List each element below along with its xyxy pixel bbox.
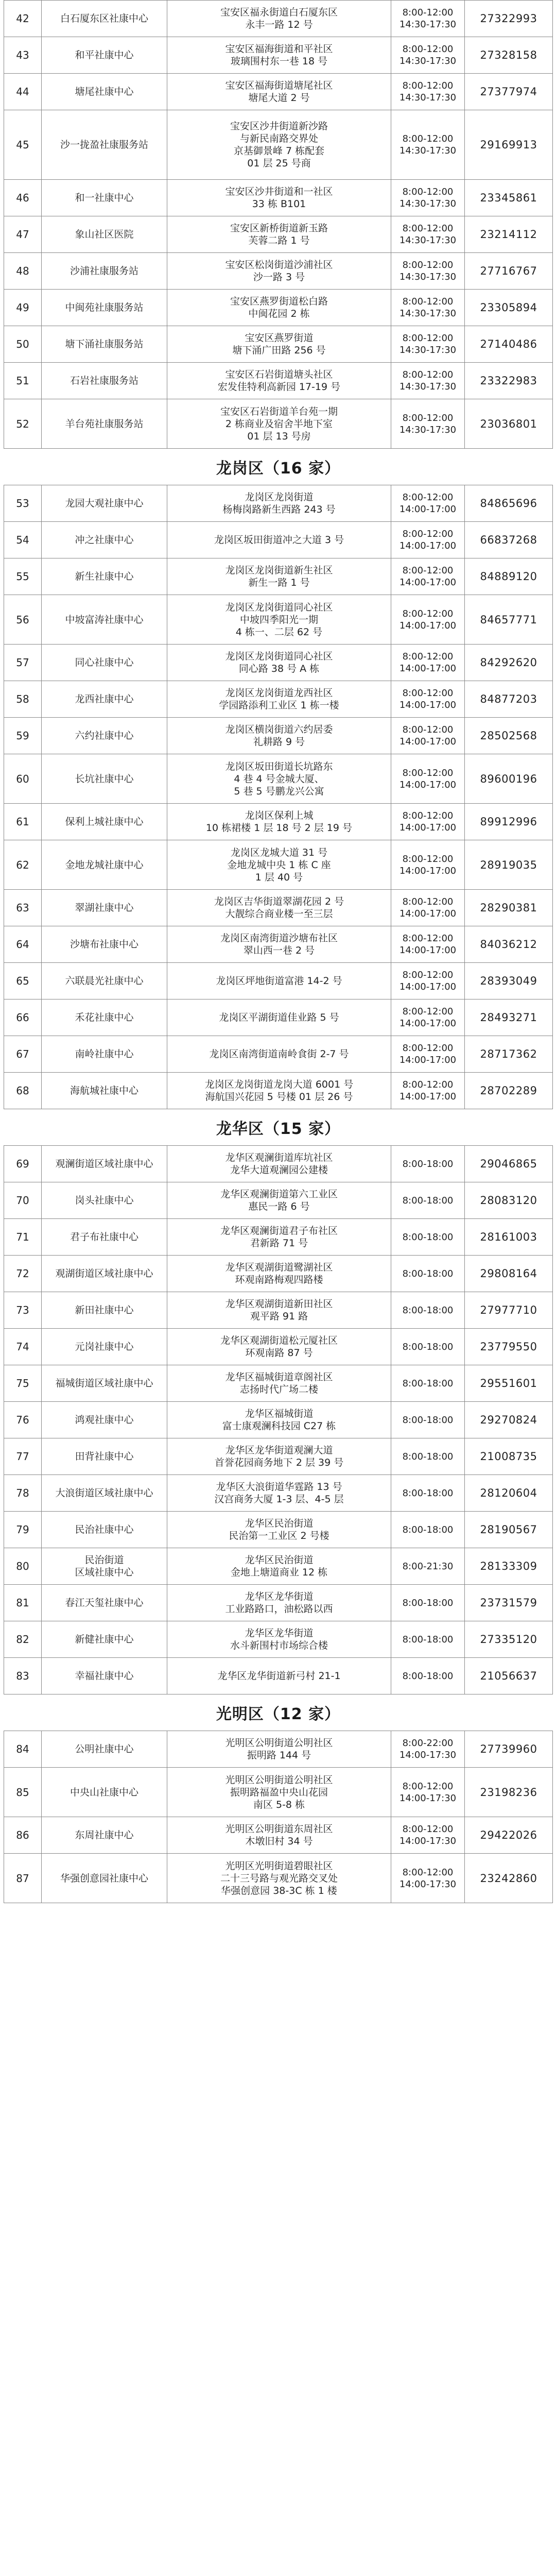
clinic-phone: 29808164 bbox=[465, 1256, 553, 1292]
clinic-row bbox=[4, 1402, 553, 1438]
clinic-phone: 23731579 bbox=[465, 1585, 553, 1621]
clinic-name: 塘下涌社康服务站 bbox=[42, 326, 167, 363]
clinic-hours: 8:00-12:00 14:00-17:30 bbox=[391, 1768, 465, 1817]
clinic-row bbox=[4, 253, 553, 290]
clinic-address: 龙华区观澜街道第六工业区 惠民一路 6 号 bbox=[167, 1182, 391, 1219]
clinic-address: 龙岗区南湾街道南岭食街 2-7 号 bbox=[167, 1036, 391, 1073]
clinic-name: 华强创意园社康中心 bbox=[42, 1854, 167, 1903]
clinic-phone: 29169913 bbox=[465, 110, 553, 180]
clinic-name: 鸿观社康中心 bbox=[42, 1402, 167, 1438]
clinic-phone: 84657771 bbox=[465, 595, 553, 645]
clinic-name: 元岗社康中心 bbox=[42, 1329, 167, 1365]
clinic-address: 龙华区福城街道 富士康观澜科技园 C27 栋 bbox=[167, 1402, 391, 1438]
district-header-row bbox=[4, 1113, 553, 1146]
clinic-row bbox=[4, 180, 553, 216]
clinic-address: 宝安区福海街道塘尾社区 塘尾大道 2 号 bbox=[167, 74, 391, 110]
clinic-address: 龙华区观湖街道新田社区 观平路 91 路 bbox=[167, 1292, 391, 1329]
clinic-phone: 84292620 bbox=[465, 645, 553, 681]
clinic-address: 宝安区燕罗街道松白路 中闽花园 2 栋 bbox=[167, 290, 391, 326]
row-number: 61 bbox=[4, 804, 42, 840]
clinic-hours: 8:00-12:00 14:30-17:30 bbox=[391, 1, 465, 37]
clinic-phone: 28083120 bbox=[465, 1182, 553, 1219]
clinic-address: 龙岗区横岗街道六约居委 礼耕路 9 号 bbox=[167, 718, 391, 754]
clinic-hours: 8:00-18:00 bbox=[391, 1182, 465, 1219]
clinic-name: 白石厦东区社康中心 bbox=[42, 1, 167, 37]
clinic-name: 君子布社康中心 bbox=[42, 1219, 167, 1256]
row-number: 67 bbox=[4, 1036, 42, 1073]
clinic-name: 石岩社康服务站 bbox=[42, 363, 167, 399]
row-number: 58 bbox=[4, 681, 42, 718]
clinic-phone: 66837268 bbox=[465, 522, 553, 558]
clinic-row bbox=[4, 1256, 553, 1292]
clinic-phone: 27328158 bbox=[465, 37, 553, 74]
row-number: 83 bbox=[4, 1658, 42, 1694]
clinic-name: 海航城社康中心 bbox=[42, 1073, 167, 1109]
clinic-hours: 8:00-12:00 14:00-17:00 bbox=[391, 963, 465, 999]
row-number: 80 bbox=[4, 1548, 42, 1585]
clinic-row bbox=[4, 1475, 553, 1512]
row-number: 51 bbox=[4, 363, 42, 399]
clinic-row bbox=[4, 963, 553, 999]
clinic-hours: 8:00-12:00 14:30-17:30 bbox=[391, 399, 465, 449]
clinic-address: 龙华区龙华街道 工业路路口，油松路以西 bbox=[167, 1585, 391, 1621]
clinic-address: 龙华区观湖街道松元厦社区 环观南路 87 号 bbox=[167, 1329, 391, 1365]
clinic-address: 宝安区沙井街道和一社区 33 栋 B101 bbox=[167, 180, 391, 216]
clinic-name: 南岭社康中心 bbox=[42, 1036, 167, 1073]
row-number: 53 bbox=[4, 485, 42, 522]
clinic-row bbox=[4, 1, 553, 37]
clinic-hours: 8:00-12:00 14:30-17:30 bbox=[391, 180, 465, 216]
clinic-phone: 28190567 bbox=[465, 1512, 553, 1548]
section-gap bbox=[4, 1109, 553, 1114]
clinic-row bbox=[4, 290, 553, 326]
clinic-hours: 8:00-12:00 14:30-17:30 bbox=[391, 110, 465, 180]
clinic-phone: 84865696 bbox=[465, 485, 553, 522]
row-number: 86 bbox=[4, 1817, 42, 1854]
clinic-row bbox=[4, 216, 553, 253]
clinic-address: 宝安区福海街道和平社区 玻璃围村东一巷 18 号 bbox=[167, 37, 391, 74]
clinic-phone: 28120604 bbox=[465, 1475, 553, 1512]
clinic-hours: 8:00-12:00 14:30-17:30 bbox=[391, 290, 465, 326]
clinic-phone: 23322983 bbox=[465, 363, 553, 399]
clinic-row bbox=[4, 399, 553, 449]
clinic-row bbox=[4, 1292, 553, 1329]
clinic-name: 象山社区医院 bbox=[42, 216, 167, 253]
clinic-phone: 28493271 bbox=[465, 999, 553, 1036]
clinic-phone: 27140486 bbox=[465, 326, 553, 363]
clinic-phone: 28161003 bbox=[465, 1219, 553, 1256]
clinic-row bbox=[4, 37, 553, 74]
clinic-phone: 89912996 bbox=[465, 804, 553, 840]
clinic-phone: 28702289 bbox=[465, 1073, 553, 1109]
row-number: 43 bbox=[4, 37, 42, 74]
clinic-name: 春江天玺社康中心 bbox=[42, 1585, 167, 1621]
clinic-hours: 8:00-12:00 14:30-17:30 bbox=[391, 253, 465, 290]
clinic-address: 龙岗区龙岗街道龙西社区 学园路添利工业区 1 栋一楼 bbox=[167, 681, 391, 718]
clinic-row bbox=[4, 1073, 553, 1109]
clinic-phone: 28919035 bbox=[465, 840, 553, 890]
clinic-row bbox=[4, 804, 553, 840]
clinic-name: 塘尾社康中心 bbox=[42, 74, 167, 110]
clinic-address: 龙岗区坪地街道富港 14-2 号 bbox=[167, 963, 391, 999]
clinic-phone: 27739960 bbox=[465, 1731, 553, 1768]
section-gap bbox=[4, 1694, 553, 1699]
clinic-address: 龙岗区龙岗街道 杨梅岗路新生西路 243 号 bbox=[167, 485, 391, 522]
clinic-name: 田背社康中心 bbox=[42, 1438, 167, 1475]
clinic-address: 宝安区石岩街道塘头社区 宏发佳特利高新园 17-19 号 bbox=[167, 363, 391, 399]
clinic-hours: 8:00-18:00 bbox=[391, 1219, 465, 1256]
clinic-address: 龙岗区坂田街道长坑路东 4 巷 4 号金城大厦、 5 巷 5 号鹏龙兴公寓 bbox=[167, 754, 391, 804]
clinic-hours: 8:00-18:00 bbox=[391, 1585, 465, 1621]
clinic-row bbox=[4, 754, 553, 804]
clinic-address: 光明区公明街道公明社区 振明路福盈中央山花园 南区 5-8 栋 bbox=[167, 1768, 391, 1817]
clinic-name: 保利上城社康中心 bbox=[42, 804, 167, 840]
row-number: 59 bbox=[4, 718, 42, 754]
clinic-hours: 8:00-12:00 14:00-17:00 bbox=[391, 485, 465, 522]
clinic-row bbox=[4, 645, 553, 681]
clinic-row bbox=[4, 326, 553, 363]
clinic-hours: 8:00-12:00 14:00-17:00 bbox=[391, 999, 465, 1036]
clinic-phone: 23305894 bbox=[465, 290, 553, 326]
clinic-address: 宝安区燕罗街道 塘下涌广田路 256 号 bbox=[167, 326, 391, 363]
clinic-address: 宝安区松岗街道沙浦社区 沙一路 3 号 bbox=[167, 253, 391, 290]
clinic-phone: 84889120 bbox=[465, 558, 553, 595]
row-number: 74 bbox=[4, 1329, 42, 1365]
clinic-hours: 8:00-12:00 14:00-17:00 bbox=[391, 1073, 465, 1109]
clinic-address: 龙华区观澜街道库坑社区 龙华大道观澜园公建楼 bbox=[167, 1146, 391, 1182]
row-number: 85 bbox=[4, 1768, 42, 1817]
clinic-address: 龙岗区龙岗街道龙岗大道 6001 号 海航国兴花园 5 号楼 01 层 26 号 bbox=[167, 1073, 391, 1109]
clinic-phone: 23345861 bbox=[465, 180, 553, 216]
clinic-hours: 8:00-21:30 bbox=[391, 1548, 465, 1585]
row-number: 55 bbox=[4, 558, 42, 595]
clinic-hours: 8:00-12:00 14:00-17:00 bbox=[391, 804, 465, 840]
clinic-phone: 23036801 bbox=[465, 399, 553, 449]
clinic-row bbox=[4, 1548, 553, 1585]
clinic-address: 龙华区观澜街道君子布社区 君新路 71 号 bbox=[167, 1219, 391, 1256]
clinic-address: 龙华区龙华街道观澜大道 首誉花园商务地下 2 层 39 号 bbox=[167, 1438, 391, 1475]
clinic-phone: 27977710 bbox=[465, 1292, 553, 1329]
clinic-name: 福城街道区域社康中心 bbox=[42, 1365, 167, 1402]
district-title: 光明区（12 家） bbox=[216, 1705, 341, 1723]
clinic-address: 龙华区民治街道 金地上塘道商业 12 栋 bbox=[167, 1548, 391, 1585]
clinic-name: 观湖街道区域社康中心 bbox=[42, 1256, 167, 1292]
row-number: 62 bbox=[4, 840, 42, 890]
clinic-address: 龙岗区龙岗街道同心社区 同心路 38 号 A 栋 bbox=[167, 645, 391, 681]
clinic-name: 沙一拢盈社康服务站 bbox=[42, 110, 167, 180]
row-number: 75 bbox=[4, 1365, 42, 1402]
clinic-address: 龙华区龙华街道新弓村 21-1 bbox=[167, 1658, 391, 1694]
clinic-hours: 8:00-18:00 bbox=[391, 1512, 465, 1548]
row-number: 60 bbox=[4, 754, 42, 804]
clinic-name: 长坑社康中心 bbox=[42, 754, 167, 804]
clinic-row bbox=[4, 1512, 553, 1548]
clinic-name: 六联晨光社康中心 bbox=[42, 963, 167, 999]
clinic-row bbox=[4, 926, 553, 963]
clinic-row bbox=[4, 558, 553, 595]
clinic-hours: 8:00-12:00 14:30-17:30 bbox=[391, 326, 465, 363]
clinic-phone: 28717362 bbox=[465, 1036, 553, 1073]
clinic-row bbox=[4, 363, 553, 399]
clinic-address: 龙岗区平湖街道佳业路 5 号 bbox=[167, 999, 391, 1036]
row-number: 72 bbox=[4, 1256, 42, 1292]
row-number: 68 bbox=[4, 1073, 42, 1109]
clinic-hours: 8:00-12:00 14:00-17:00 bbox=[391, 1036, 465, 1073]
clinic-name: 龙园大观社康中心 bbox=[42, 485, 167, 522]
clinic-row bbox=[4, 1585, 553, 1621]
clinic-name: 冲之社康中心 bbox=[42, 522, 167, 558]
clinic-directory bbox=[4, 0, 552, 1903]
clinic-address: 龙华区观湖街道鹭湖社区 环观南路梅观四路楼 bbox=[167, 1256, 391, 1292]
clinic-name: 民治社康中心 bbox=[42, 1512, 167, 1548]
clinic-address: 龙华区大浪街道华霆路 13 号 汉宫商务大厦 1-3 层、4-5 层 bbox=[167, 1475, 391, 1512]
clinic-name: 沙浦社康服务站 bbox=[42, 253, 167, 290]
clinic-row bbox=[4, 1438, 553, 1475]
clinic-row bbox=[4, 1182, 553, 1219]
clinic-address: 光明区公明街道东周社区 木墩旧村 34 号 bbox=[167, 1817, 391, 1854]
clinic-name: 新健社康中心 bbox=[42, 1621, 167, 1658]
clinic-hours: 8:00-12:00 14:00-17:30 bbox=[391, 1817, 465, 1854]
clinic-phone: 23242860 bbox=[465, 1854, 553, 1903]
clinic-phone: 89600196 bbox=[465, 754, 553, 804]
clinic-row bbox=[4, 110, 553, 180]
clinic-address: 龙华区民治街道 民治第一工业区 2 号楼 bbox=[167, 1512, 391, 1548]
clinic-name: 大浪街道区域社康中心 bbox=[42, 1475, 167, 1512]
clinic-hours: 8:00-12:00 14:30-17:30 bbox=[391, 216, 465, 253]
clinic-hours: 8:00-18:00 bbox=[391, 1292, 465, 1329]
clinic-address: 光明区光明街道碧眼社区 二十三号路与观光路交叉处 华强创意园 38-3C 栋 1 楼 bbox=[167, 1854, 391, 1903]
clinic-address: 宝安区沙井街道新沙路 与新民南路交界处 京基御景峰 7 栋配套 01 层 25 号商 bbox=[167, 110, 391, 180]
clinic-name: 和平社康中心 bbox=[42, 37, 167, 74]
row-number: 46 bbox=[4, 180, 42, 216]
row-number: 56 bbox=[4, 595, 42, 645]
clinic-row bbox=[4, 522, 553, 558]
clinic-phone: 23198236 bbox=[465, 1768, 553, 1817]
clinic-phone: 28393049 bbox=[465, 963, 553, 999]
clinic-address: 光明区公明街道公明社区 振明路 144 号 bbox=[167, 1731, 391, 1768]
row-number: 48 bbox=[4, 253, 42, 290]
row-number: 69 bbox=[4, 1146, 42, 1182]
row-number: 81 bbox=[4, 1585, 42, 1621]
clinic-row bbox=[4, 1365, 553, 1402]
clinic-hours: 8:00-12:00 14:00-17:00 bbox=[391, 595, 465, 645]
clinic-phone: 21008735 bbox=[465, 1438, 553, 1475]
clinic-name: 和一社康中心 bbox=[42, 180, 167, 216]
clinic-hours: 8:00-12:00 14:00-17:00 bbox=[391, 926, 465, 963]
clinic-phone: 27716767 bbox=[465, 253, 553, 290]
clinic-row bbox=[4, 890, 553, 926]
clinic-address: 龙岗区南湾街道沙塘布社区 翠山西一巷 2 号 bbox=[167, 926, 391, 963]
district-header-row bbox=[4, 1699, 553, 1731]
clinic-phone: 23779550 bbox=[465, 1329, 553, 1365]
row-number: 49 bbox=[4, 290, 42, 326]
clinic-address: 龙华区龙华街道 水斗新围村市场综合楼 bbox=[167, 1621, 391, 1658]
clinic-row bbox=[4, 999, 553, 1036]
row-number: 64 bbox=[4, 926, 42, 963]
clinic-address: 宝安区新桥街道新玉路 芙蓉二路 1 号 bbox=[167, 216, 391, 253]
clinic-name: 翠湖社康中心 bbox=[42, 890, 167, 926]
row-number: 54 bbox=[4, 522, 42, 558]
clinic-hours: 8:00-12:00 14:00-17:00 bbox=[391, 645, 465, 681]
clinic-name: 金地龙城社康中心 bbox=[42, 840, 167, 890]
row-number: 42 bbox=[4, 1, 42, 37]
row-number: 45 bbox=[4, 110, 42, 180]
row-number: 52 bbox=[4, 399, 42, 449]
clinic-row bbox=[4, 718, 553, 754]
clinic-phone: 27335120 bbox=[465, 1621, 553, 1658]
clinic-phone: 84036212 bbox=[465, 926, 553, 963]
clinic-name: 新生社康中心 bbox=[42, 558, 167, 595]
clinic-address: 龙岗区坂田街道冲之大道 3 号 bbox=[167, 522, 391, 558]
clinic-phone: 21056637 bbox=[465, 1658, 553, 1694]
clinic-phone: 29046865 bbox=[465, 1146, 553, 1182]
row-number: 66 bbox=[4, 999, 42, 1036]
clinic-table bbox=[4, 0, 553, 1903]
row-number: 87 bbox=[4, 1854, 42, 1903]
clinic-name: 禾花社康中心 bbox=[42, 999, 167, 1036]
clinic-row bbox=[4, 681, 553, 718]
clinic-name: 中央山社康中心 bbox=[42, 1768, 167, 1817]
clinic-hours: 8:00-18:00 bbox=[391, 1438, 465, 1475]
clinic-row bbox=[4, 1658, 553, 1694]
clinic-hours: 8:00-12:00 14:00-17:00 bbox=[391, 840, 465, 890]
clinic-name: 沙塘布社康中心 bbox=[42, 926, 167, 963]
row-number: 57 bbox=[4, 645, 42, 681]
clinic-hours: 8:00-12:00 14:00-17:00 bbox=[391, 754, 465, 804]
clinic-hours: 8:00-18:00 bbox=[391, 1621, 465, 1658]
clinic-phone: 28290381 bbox=[465, 890, 553, 926]
row-number: 70 bbox=[4, 1182, 42, 1219]
clinic-row bbox=[4, 1731, 553, 1768]
row-number: 50 bbox=[4, 326, 42, 363]
district-header-row bbox=[4, 453, 553, 485]
clinic-hours: 8:00-18:00 bbox=[391, 1658, 465, 1694]
clinic-hours: 8:00-18:00 bbox=[391, 1365, 465, 1402]
clinic-address: 龙岗区龙岗街道新生社区 新生一路 1 号 bbox=[167, 558, 391, 595]
clinic-hours: 8:00-18:00 bbox=[391, 1329, 465, 1365]
clinic-phone: 28133309 bbox=[465, 1548, 553, 1585]
row-number: 77 bbox=[4, 1438, 42, 1475]
clinic-hours: 8:00-18:00 bbox=[391, 1146, 465, 1182]
clinic-name: 观澜街道区域社康中心 bbox=[42, 1146, 167, 1182]
clinic-row bbox=[4, 1768, 553, 1817]
clinic-address: 龙岗区龙岗街道同心社区 中坡四季阳光一期 4 栋一、二层 62 号 bbox=[167, 595, 391, 645]
clinic-address: 龙岗区保利上城 10 栋裙楼 1 层 18 号 2 层 19 号 bbox=[167, 804, 391, 840]
row-number: 63 bbox=[4, 890, 42, 926]
clinic-hours: 8:00-12:00 14:00-17:00 bbox=[391, 890, 465, 926]
clinic-hours: 8:00-18:00 bbox=[391, 1402, 465, 1438]
clinic-name: 东周社康中心 bbox=[42, 1817, 167, 1854]
clinic-row bbox=[4, 485, 553, 522]
clinic-phone: 84877203 bbox=[465, 681, 553, 718]
clinic-address: 宝安区石岩街道羊台苑一期 2 栋商业及宿舍半地下室 01 层 13 号房 bbox=[167, 399, 391, 449]
row-number: 78 bbox=[4, 1475, 42, 1512]
clinic-row bbox=[4, 595, 553, 645]
clinic-hours: 8:00-12:00 14:00-17:30 bbox=[391, 1854, 465, 1903]
clinic-hours: 8:00-12:00 14:00-17:00 bbox=[391, 558, 465, 595]
clinic-name: 岗头社康中心 bbox=[42, 1182, 167, 1219]
clinic-name: 公明社康中心 bbox=[42, 1731, 167, 1768]
clinic-name: 六约社康中心 bbox=[42, 718, 167, 754]
clinic-row bbox=[4, 1817, 553, 1854]
row-number: 65 bbox=[4, 963, 42, 999]
clinic-phone: 27322993 bbox=[465, 1, 553, 37]
clinic-phone: 28502568 bbox=[465, 718, 553, 754]
section-gap bbox=[4, 449, 553, 453]
clinic-row bbox=[4, 1219, 553, 1256]
clinic-hours: 8:00-22:00 14:00-17:30 bbox=[391, 1731, 465, 1768]
clinic-row bbox=[4, 1329, 553, 1365]
clinic-hours: 8:00-12:00 14:30-17:30 bbox=[391, 37, 465, 74]
clinic-hours: 8:00-12:00 14:30-17:30 bbox=[391, 363, 465, 399]
clinic-hours: 8:00-12:00 14:00-17:00 bbox=[391, 681, 465, 718]
row-number: 73 bbox=[4, 1292, 42, 1329]
row-number: 82 bbox=[4, 1621, 42, 1658]
clinic-address: 龙岗区龙城大道 31 号 金地龙城中央 1 栋 C 座 1 层 40 号 bbox=[167, 840, 391, 890]
clinic-phone: 23214112 bbox=[465, 216, 553, 253]
clinic-name: 幸福社康中心 bbox=[42, 1658, 167, 1694]
clinic-row bbox=[4, 74, 553, 110]
clinic-hours: 8:00-18:00 bbox=[391, 1256, 465, 1292]
row-number: 71 bbox=[4, 1219, 42, 1256]
district-title: 龙华区（15 家） bbox=[216, 1120, 341, 1138]
clinic-address: 龙华区福城街道章阁社区 志扬时代广场二楼 bbox=[167, 1365, 391, 1402]
clinic-hours: 8:00-18:00 bbox=[391, 1475, 465, 1512]
clinic-name: 中坡富涛社康中心 bbox=[42, 595, 167, 645]
clinic-name: 羊台苑社康服务站 bbox=[42, 399, 167, 449]
clinic-name: 新田社康中心 bbox=[42, 1292, 167, 1329]
row-number: 79 bbox=[4, 1512, 42, 1548]
clinic-hours: 8:00-12:00 14:00-17:00 bbox=[391, 718, 465, 754]
clinic-phone: 29270824 bbox=[465, 1402, 553, 1438]
clinic-row bbox=[4, 1036, 553, 1073]
clinic-name: 龙西社康中心 bbox=[42, 681, 167, 718]
row-number: 47 bbox=[4, 216, 42, 253]
clinic-phone: 27377974 bbox=[465, 74, 553, 110]
clinic-hours: 8:00-12:00 14:30-17:30 bbox=[391, 74, 465, 110]
row-number: 84 bbox=[4, 1731, 42, 1768]
clinic-name: 民治街道 区域社康中心 bbox=[42, 1548, 167, 1585]
row-number: 76 bbox=[4, 1402, 42, 1438]
clinic-name: 同心社康中心 bbox=[42, 645, 167, 681]
clinic-table-body bbox=[4, 1, 553, 1903]
clinic-address: 龙岗区吉华街道翠湖花园 2 号 大靓综合商业楼一至三层 bbox=[167, 890, 391, 926]
clinic-row bbox=[4, 1146, 553, 1182]
clinic-hours: 8:00-12:00 14:00-17:00 bbox=[391, 522, 465, 558]
clinic-phone: 29551601 bbox=[465, 1365, 553, 1402]
clinic-phone: 29422026 bbox=[465, 1817, 553, 1854]
clinic-address: 宝安区福永街道白石厦东区 永丰一路 12 号 bbox=[167, 1, 391, 37]
clinic-row bbox=[4, 840, 553, 890]
clinic-row bbox=[4, 1854, 553, 1903]
clinic-name: 中闽苑社康服务站 bbox=[42, 290, 167, 326]
clinic-row bbox=[4, 1621, 553, 1658]
district-title: 龙岗区（16 家） bbox=[216, 460, 341, 478]
row-number: 44 bbox=[4, 74, 42, 110]
